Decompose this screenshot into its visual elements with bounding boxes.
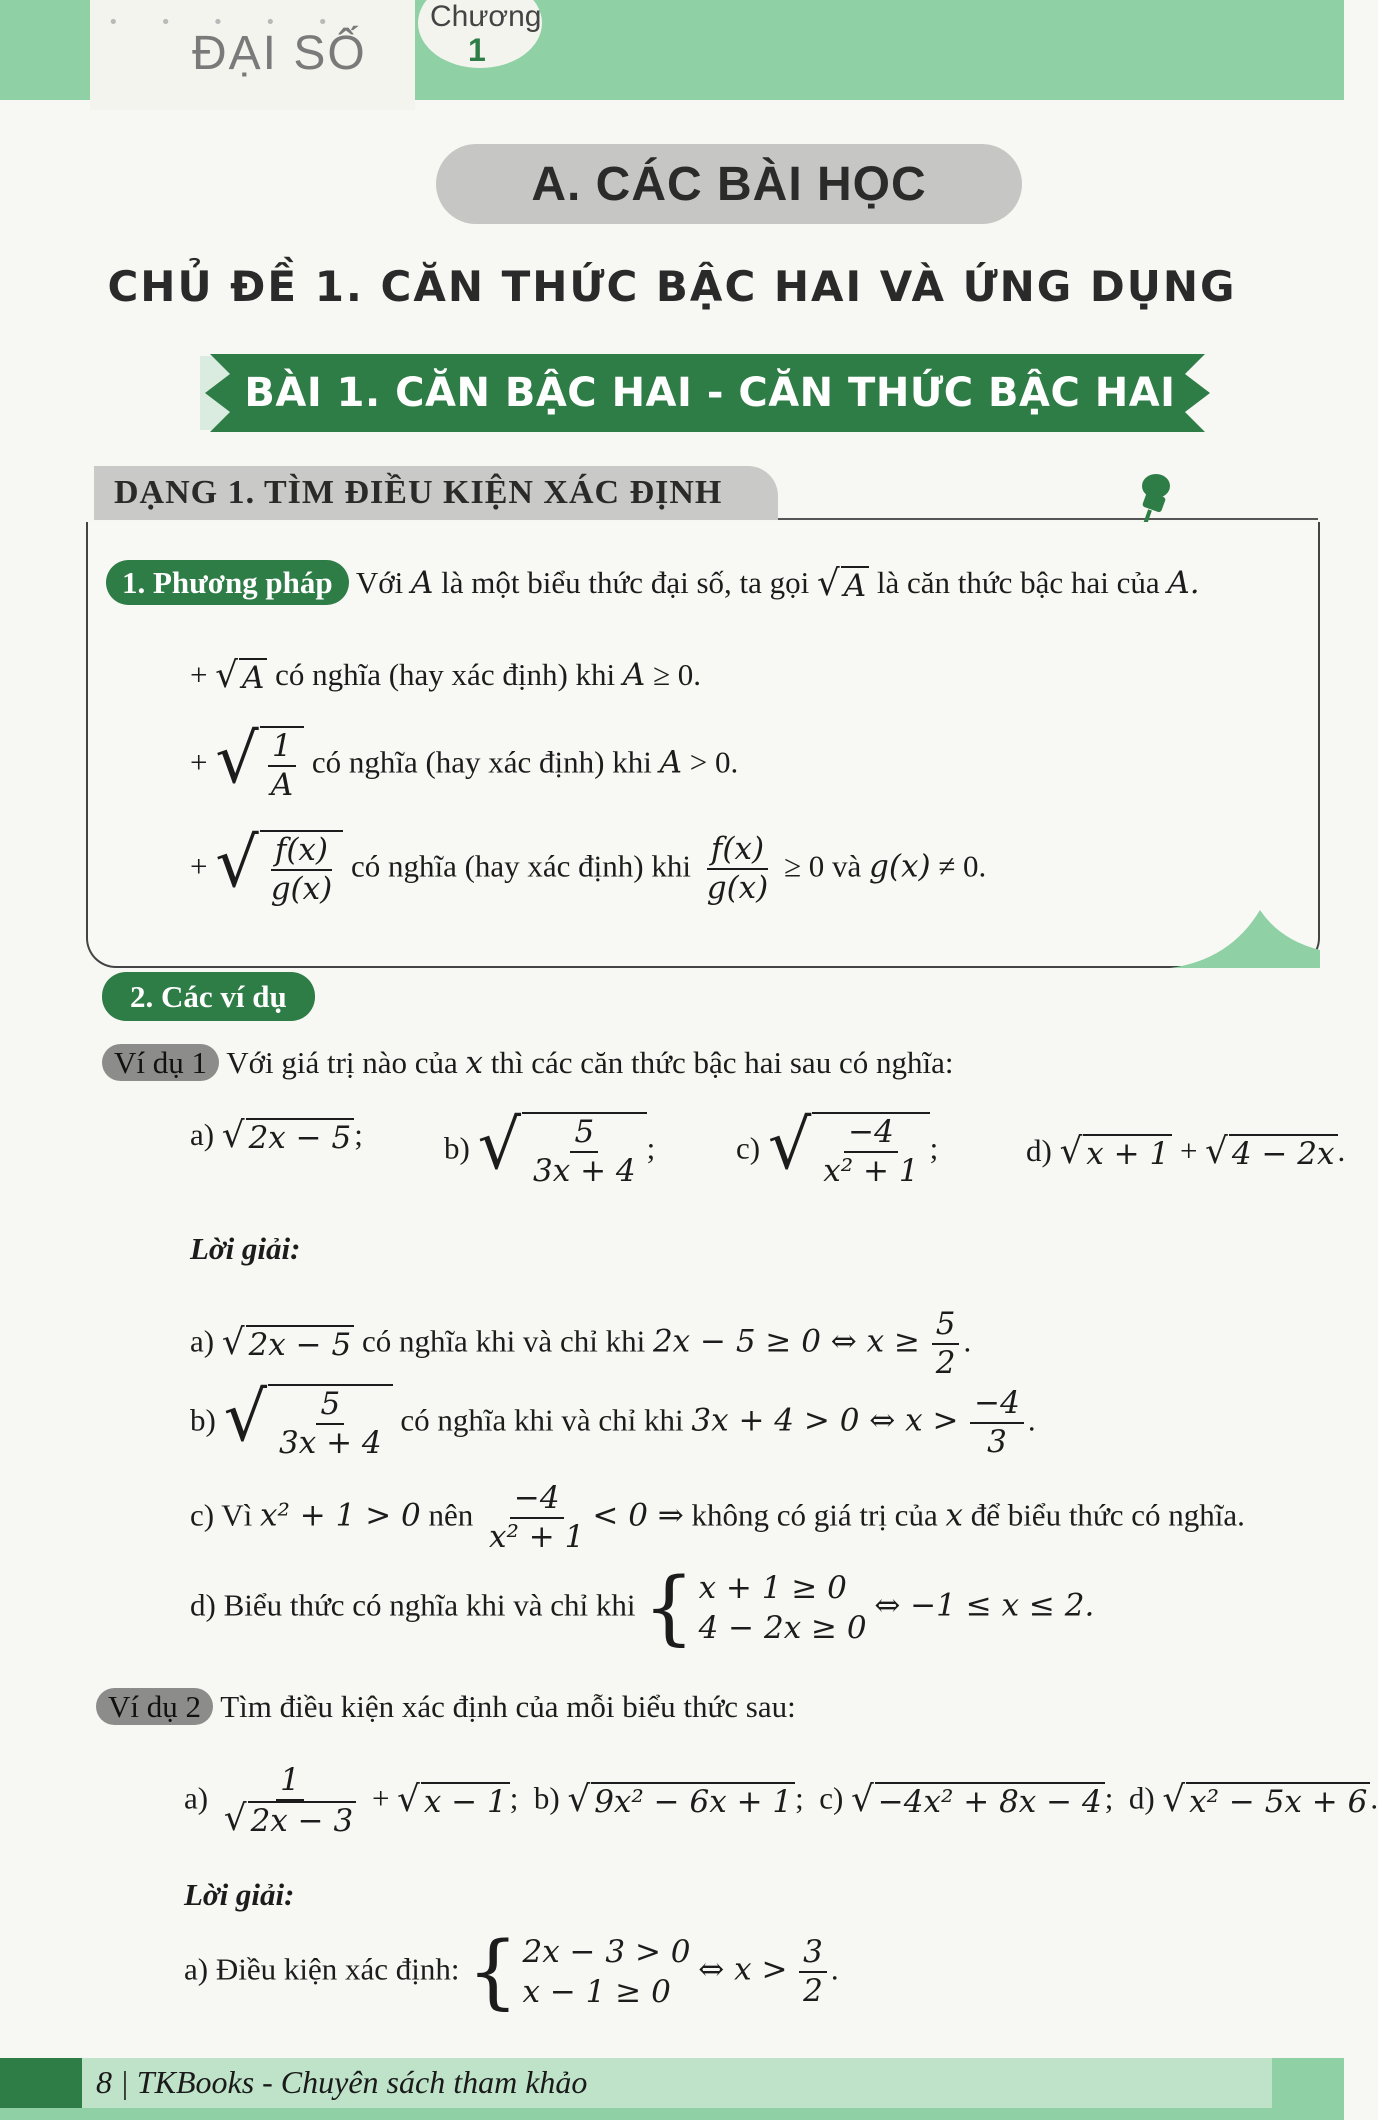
example1-solution-a: a) √ 2x − 5 có nghĩa khi và chỉ khi 2x − 5 ≥ 0 ⇔ x ≥ $\frac{5}{2}$ . <box>190 1306 972 1382</box>
example2-solution-a: a) Điều kiện xác định: { 2x − 3 > 0 x − 1 ≥ 0 ⇔ x > $\frac{3}{2}$ . <box>184 1925 839 2019</box>
method-intro-c: là căn thức bậc hai của <box>876 565 1160 600</box>
rule-1-text: có nghĩa (hay xác định) khi <box>275 657 616 692</box>
example2-items: a) 1 √ 2x − 3 + √ x − 1 ; b) √ 9x² − 6x + 1 ; c) √ −4x² + 8x − 4 ; d) √ x² − 5x + 6 . <box>184 1762 1378 1840</box>
example1-items: a) √ 2x − 5 ; <box>190 1115 363 1157</box>
topic-title: CHỦ ĐỀ 1. CĂN THỨC BẬC HAI VÀ ỨNG DỤNG <box>107 262 1237 311</box>
example1-item-c: c) √ $\frac{-4}{\text{x² + 1}}$ ; <box>736 1106 939 1190</box>
example1-solution-d: d) Biểu thức có nghĩa khi và chỉ khi { x + 1 ≥ 0 4 − 2x ≥ 0 ⇔ −1 ≤ x ≤ 2. <box>190 1561 1095 1655</box>
example1-solution-b: b) √ $\frac{5}{3x + 4}$ có nghĩa khi và chỉ khi 3x + 4 > 0 ⇔ x > $\frac{-4}{3}$ . <box>190 1378 1036 1462</box>
section-title: ĐẠI SỐ <box>192 27 367 80</box>
lesson-title: BÀI 1. CĂN BẬC HAI - CĂN THỨC BẬC HAI <box>244 370 1176 416</box>
solution-b-text: có nghĩa khi và chỉ khi <box>400 1402 684 1438</box>
rule-3-and: và <box>832 848 862 884</box>
solution-c-suffix: không có giá trị của <box>691 1497 938 1533</box>
rule-3: + √ $\frac{f(x)}{g(x)}$ có nghĩa (hay xác định) khi $\frac{f(x)}{g(x)}$ ≥ 0 và g(x) ≠ 0. <box>190 824 987 908</box>
publisher-name: TKBooks - Chuyên sách tham khảo <box>136 2064 588 2100</box>
example1-label: Ví dụ 1 <box>102 1044 219 1081</box>
example2-label: Ví dụ 2 <box>96 1688 213 1725</box>
lessons-heading: A. CÁC BÀI HỌC <box>436 144 1022 224</box>
rule-3-text: có nghĩa (hay xác định) khi <box>350 848 691 884</box>
method-intro-a: Với <box>355 565 404 600</box>
chapter-label: Chương <box>430 0 542 33</box>
solution-c-suffix2: để biểu thức có nghĩa. <box>970 1497 1245 1533</box>
footer-text: 8 | TKBooks - Chuyên sách tham khảo <box>96 2064 588 2100</box>
rule-2: + √ $\frac{1}{A}$ có nghĩa (hay xác định) khi A > 0. <box>190 720 739 804</box>
examples-label: 2. Các ví dụ <box>102 972 315 1021</box>
solution-a-text: có nghĩa khi và chỉ khi <box>361 1323 646 1359</box>
rule-1: + √ A có nghĩa (hay xác định) khi A ≥ 0. <box>190 655 702 697</box>
example2-question <box>96 1688 796 1725</box>
solution-c-middle: nên <box>428 1497 474 1533</box>
example1-solution-label: Lời giải: <box>190 1231 301 1266</box>
example2-solution-label: Lời giải: <box>184 1877 295 1912</box>
example1-question-a: Với giá trị nào của <box>226 1045 458 1080</box>
example2-question-text: Tìm điều kiện xác định của mỗi biểu thức sau: <box>220 1689 796 1724</box>
method-label: 1. Phương pháp <box>106 560 349 605</box>
divider-line <box>778 518 1318 520</box>
example1-question: Ví dụ 1 Với giá trị nào của x thì các căn thức bậc hai sau có nghĩa: <box>102 1044 953 1082</box>
method-intro: 1. Phương pháp Với A là một biểu thức đại số, ta gọi √ A là căn thức bậc hai của A. <box>106 560 1200 605</box>
lesson-banner <box>200 350 1220 436</box>
method-intro-b: là một biểu thức đại số, ta gọi <box>441 565 810 600</box>
tab-dots-decoration: • • • • • <box>108 12 346 33</box>
chapter-number: 1 <box>468 32 486 68</box>
examples-heading <box>102 972 315 1021</box>
solution-d-text: d) Biểu thức có nghĩa khi và chỉ khi <box>190 1587 636 1623</box>
page-curl-decoration <box>1170 900 1320 970</box>
rule-2-text: có nghĩa (hay xác định) khi <box>311 744 652 780</box>
example2-solution-a-text: a) Điều kiện xác định: <box>184 1951 460 1987</box>
page-number: 8 <box>96 2064 112 2100</box>
footer-stripe <box>0 2058 82 2108</box>
example1-solution-c: c) Vì x² + 1 > 0 nên $\frac{-4}{\text{x² + 1}}$ < 0 ⇒ không có giá trị của x để biểu thức có nghĩa. <box>190 1480 1245 1556</box>
example1-item-d: d) √ x + 1 + √ 4 − 2x . <box>1026 1131 1346 1173</box>
solution-c-prefix: c) Vì <box>190 1497 253 1533</box>
example1-question-b: thì các căn thức bậc hai sau có nghĩa: <box>490 1045 954 1080</box>
dang-title: DẠNG 1. TÌM ĐIỀU KIỆN XÁC ĐỊNH <box>94 466 778 520</box>
example1-item-b: b) √ $\frac{5}{3x + 4}$ ; <box>444 1106 656 1190</box>
